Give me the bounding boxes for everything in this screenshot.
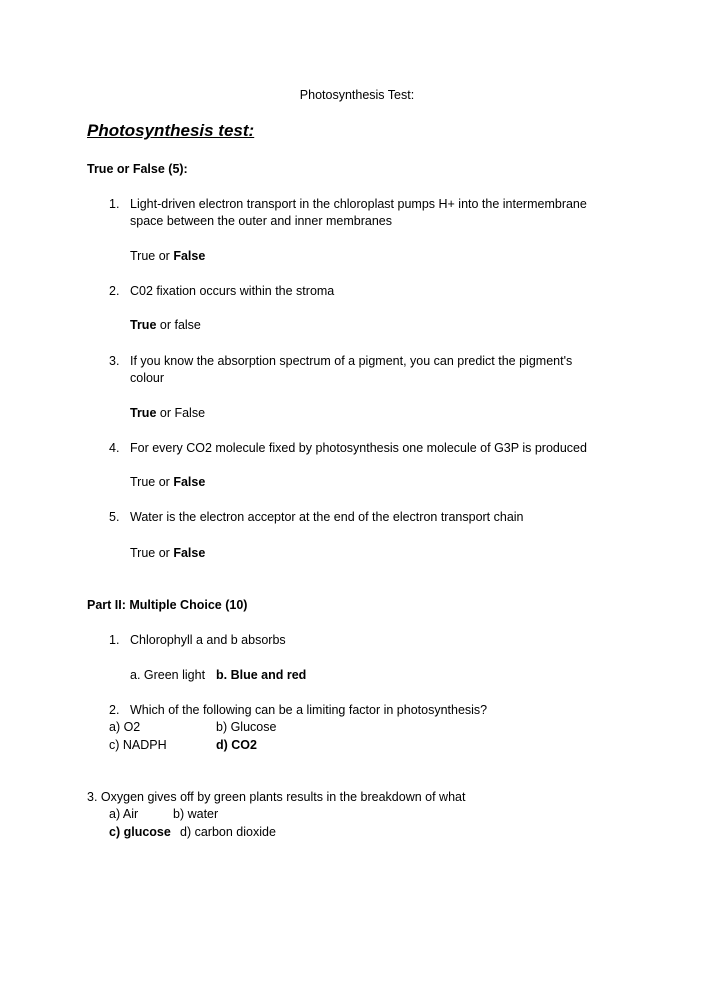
mc-q3-option-d: d) carbon dioxide <box>180 825 276 839</box>
mc-q2-option-c: c) NADPH <box>109 738 167 752</box>
tf-q4-text-line1: For every CO2 molecule fixed by photosynthesis one molecule of G3P is produced <box>130 441 587 455</box>
mc-q1-option-a: a. Green light <box>130 668 206 682</box>
mc-q2-option-a: a) O2 <box>109 720 141 734</box>
mc-q2-number: 2. <box>109 703 120 717</box>
tf-q4-answer-correct: False <box>173 475 206 489</box>
tf-q5-answer-plain: True or <box>130 546 174 560</box>
mc-q1-text: Chlorophyll a and b absorbs <box>130 633 286 647</box>
multiple-choice-heading: Part II: Multiple Choice (10) <box>87 598 248 612</box>
tf-q1-answer <box>130 248 205 265</box>
mc-q3-option-c-correct: c) glucose <box>109 825 171 839</box>
tf-q5-number: 5. <box>109 510 120 524</box>
mc-q1-number: 1. <box>109 633 120 647</box>
tf-q1-text-line2: space between the outer and inner membranes <box>130 214 392 228</box>
tf-q2-answer <box>130 317 201 334</box>
tf-q5-answer-correct: False <box>173 546 206 560</box>
tf-q5-text-line1: Water is the electron acceptor at the end of the electron transport chain <box>130 510 524 524</box>
tf-q3-answer-plain: or False <box>156 406 206 420</box>
tf-q1-answer-plain: True or <box>130 249 174 263</box>
mc-q3-option-a: a) Air <box>109 807 139 821</box>
tf-q2-text-line1: C02 fixation occurs within the stroma <box>130 284 335 298</box>
tf-q3-text-line2: colour <box>130 371 165 385</box>
tf-q2-answer-correct: True <box>130 318 157 332</box>
tf-q5-answer <box>130 545 205 562</box>
tf-q2-answer-plain: or false <box>156 318 201 332</box>
tf-q3-answer-correct: True <box>130 406 157 420</box>
tf-q3-text-line1: If you know the absorption spectrum of a pigment, you can predict the pigment's <box>130 354 573 368</box>
tf-q3-number: 3. <box>109 354 120 368</box>
mc-q1-option-b-correct: b. Blue and red <box>216 668 307 682</box>
mc-q3-text: 3. Oxygen gives off by green plants results in the breakdown of what <box>87 790 466 804</box>
mc-q2-text: Which of the following can be a limiting factor in photosynthesis? <box>130 703 488 717</box>
tf-q3-answer <box>130 405 205 422</box>
mc-q2-option-d-correct: d) CO2 <box>216 738 257 752</box>
mc-q2-option-b: b) Glucose <box>216 720 277 734</box>
tf-q1-number: 1. <box>109 197 120 211</box>
tf-q4-number: 4. <box>109 441 120 455</box>
mc-q3-option-b: b) water <box>173 807 219 821</box>
tf-q1-answer-correct: False <box>173 249 206 263</box>
document-title: Photosynthesis test: <box>87 121 255 140</box>
tf-q4-answer <box>130 474 205 491</box>
page-header-title: Photosynthesis Test: <box>299 88 415 102</box>
tf-q1-text-line1: Light-driven electron transport in the chloroplast pumps H+ into the intermembrane <box>130 197 587 211</box>
tf-q2-number: 2. <box>109 284 120 298</box>
true-false-heading: True or False (5): <box>87 162 188 176</box>
tf-q4-answer-plain: True or <box>130 475 174 489</box>
